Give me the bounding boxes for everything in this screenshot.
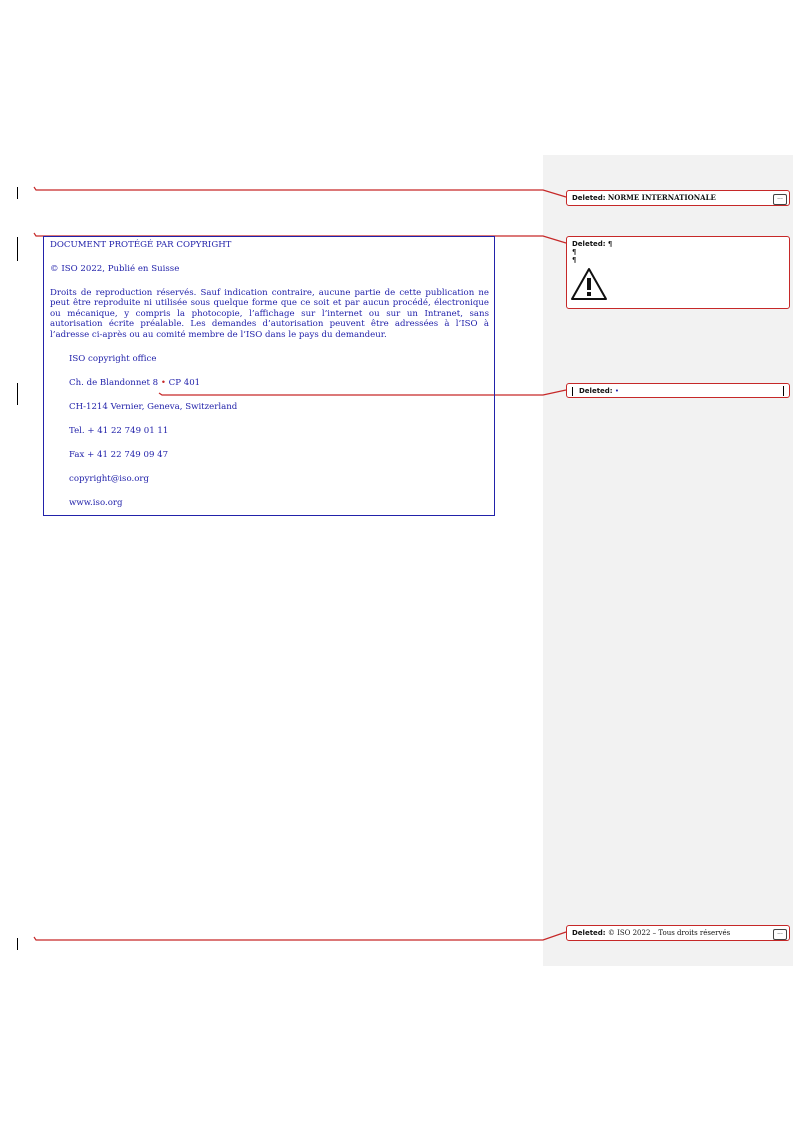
copyright-email[interactable]: copyright@iso.org bbox=[69, 473, 149, 484]
comment-line: ¶ bbox=[572, 256, 577, 264]
comment-label: Deleted: bbox=[572, 929, 606, 937]
comment-label: Deleted: bbox=[579, 387, 613, 395]
change-bar bbox=[783, 386, 784, 396]
connector-line-4 bbox=[34, 932, 566, 940]
copyright-notice-box bbox=[43, 236, 495, 516]
more-button[interactable]: ... bbox=[773, 194, 787, 205]
connector-line-1 bbox=[34, 187, 566, 197]
copyright-web[interactable]: www.iso.org bbox=[69, 497, 123, 508]
comment-label: Deleted: bbox=[572, 240, 606, 248]
copyright-title: DOCUMENT PROTÉGÉ PAR COPYRIGHT bbox=[50, 240, 232, 250]
comment-value: • bbox=[614, 387, 619, 395]
comment-line: ¶ bbox=[572, 248, 577, 256]
change-bar bbox=[572, 387, 573, 396]
comment-balloon-deleted-pilcrow[interactable] bbox=[566, 236, 790, 309]
copyright-address-city: CH-1214 Vernier, Geneva, Switzerland bbox=[69, 401, 238, 412]
comment-value: ¶ bbox=[607, 240, 613, 248]
copyright-rights-text: Droits de reproduction réservés. Sauf indication contraire, aucune partie de cette publication ne peut être reproduite ni utilisée sous quelque forme que ce soit et par aucun procédé, électronique ou mécanique, y compris la photocopie, l’affichage sur l’internet ou sur un Intranet, sans autorisation écrite préalable. Les demandes d’autorisation peuvent être adressées à l’ISO à l’adresse ci-après ou au comité membre de l’ISO dans le pays du demandeur. bbox=[50, 288, 489, 340]
copyright-address-street bbox=[50, 378, 489, 388]
comment-value: NORME INTERNATIONALE bbox=[607, 193, 716, 202]
comment-value: © ISO 2022 – Tous droits réservés bbox=[607, 929, 731, 937]
warning-triangle-icon bbox=[570, 267, 608, 301]
more-button[interactable]: ... bbox=[773, 929, 787, 940]
copyright-published: © ISO 2022, Publié en Suisse bbox=[50, 264, 180, 274]
address-cp: CP 401 bbox=[168, 377, 201, 388]
comment-balloon-deleted-footer[interactable] bbox=[566, 925, 790, 941]
comment-balloon-deleted-title[interactable] bbox=[566, 190, 790, 206]
comment-label: Deleted: bbox=[572, 194, 606, 202]
copyright-office: ISO copyright office bbox=[69, 353, 157, 364]
comment-balloon-deleted-bullet[interactable] bbox=[566, 383, 790, 398]
copyright-tel: Tel. + 41 22 749 01 11 bbox=[69, 425, 169, 436]
copyright-fax: Fax + 41 22 749 09 47 bbox=[69, 449, 169, 460]
address-street: Ch. de Blandonnet 8 bbox=[69, 377, 159, 388]
address-bullet: • bbox=[160, 377, 166, 388]
